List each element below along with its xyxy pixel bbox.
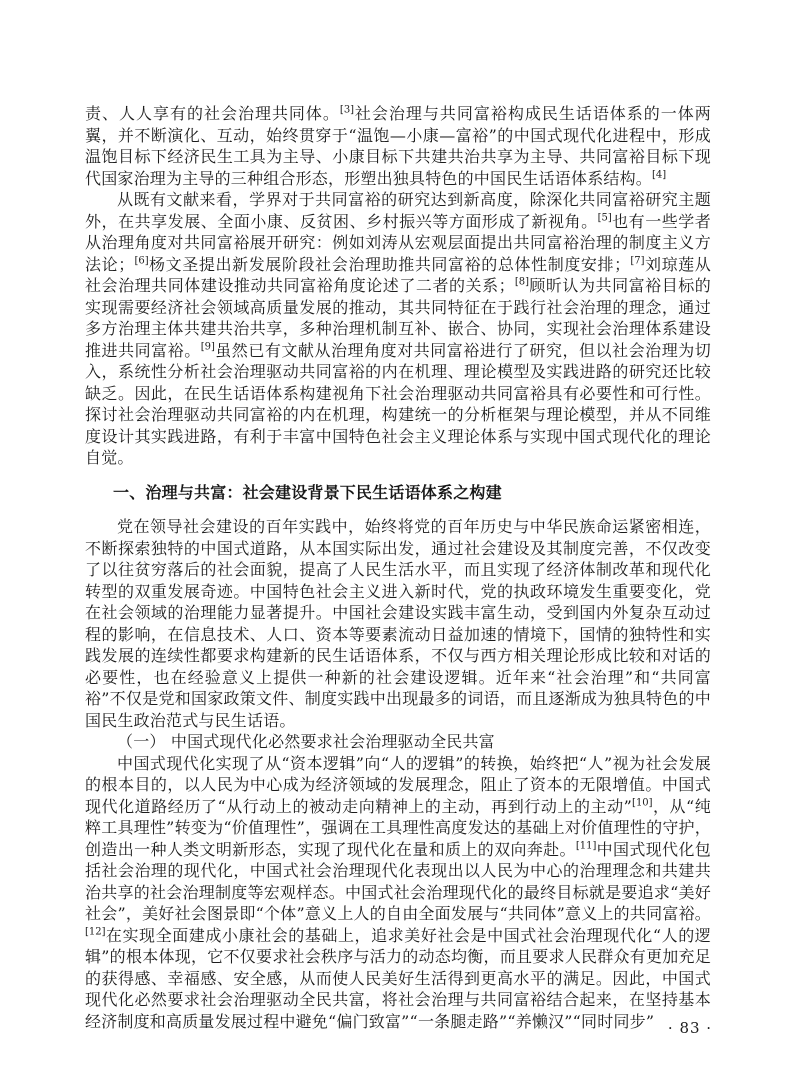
page-body [85,103,711,1032]
paragraph: 从既有文献来看，学界对于共同富裕的研究达到新高度，除深化共同富裕研究主题外，在共享发展、全面小康、反贫困、乡村振兴等方面形成了新视角。[5]也有一些学者从治理角度对共同富裕展开研究：例如刘涛从宏观层面提出共同富裕治理的制度主义方法论；[6]杨文圣提出新发展阶段社会治理助推共同富裕的总体性制度安排；[7]刘琼莲从社会治理共同体建设推动共同富裕角度论述了二者的关系；[8]顾昕认为共同富裕目标的实现需要经济社会领域高质量发展的推动，其共同特征在于践行社会治理的理念，通过多方治理主体共建共治共享，多种治理机制互补、嵌合、协同，实现社会治理体系建设推进共同富裕。[9]虽然已有文献从治理角度对共同富裕进行了研究，但以社会治理为切入，系统性分析社会治理驱动共同富裕的内在机理、理论模型及实践进路的研究还比较缺乏。因此，在民生话语体系构建视角下社会治理驱动共同富裕具有必要性和可行性。探讨社会治理驱动共同富裕的内在机理，构建统一的分析框架与理论模型，并从不同维度设计其实践进路，有利于丰富中国特色社会主义理论体系与实现中国式现代化的理论自觉。 [85,190,711,467]
paragraph: 责、人人享有的社会治理共同体。[3]社会治理与共同富裕构成民生话语体系的一体两翼，并不断演化、互动，始终贯穿于“温饱—小康—富裕”的中国式现代化进程中，形成温饱目标下经济民生工具为主导、小康目标下共建共治共享为主导、共同富裕目标下现代国家治理为主导的三种组合形态，形塑出独具特色的中国民生话语体系结构。[4] [85,104,711,188]
paragraph: 党在领导社会建设的百年实践中，始终将党的百年历史与中华民族命运紧密相连，不断探索独特的中国式道路，从本国实际出发，通过社会建设及其制度完善，不仅改变了以往贫穷落后的社会面貌，提高了人民生活水平，而且实现了经济体制改革和现代化转型的双重发展奇迹。中国特色社会主义进入新时代，党的执政环境发生重要变化，党在社会领域的治理能力显著提升。中国社会建设实践丰富生动，受到国内外复杂互动过程的影响，在信息技术、人口、资本等要素流动日益加速的情境下，国情的独特性和实践发展的连续性都要求构建新的民生话语体系，不仅与西方相关理论形成比较和对话的必要性，也在经验意义上提供一种新的社会建设逻辑。近年来“社会治理”和“共同富裕”不仅是党和国家政策文件、制度实践中出现最多的词语，而且逐渐成为独具特色的中国民生政治范式与民生话语。 [85,517,711,730]
citation-ref: [9] [200,341,215,353]
citation-ref: [12] [85,926,106,938]
section-heading: 一、治理与共富：社会建设背景下民生话语体系之构建 [113,482,502,502]
citation-ref: [3] [339,104,355,116]
page-number: · 83 · [667,1019,713,1037]
paragraph: 中国式现代化实现了从“资本逻辑”向“人的逻辑”的转换，始终把“人”视为社会发展的根本目的，以人民为中心成为经济领域的发展理念，阻止了资本的无限增值。中国式现代化道路经历了“从行动上的被动走向精神上的主动，再到行动上的主动”[10]，从“纯粹工具理性”转变为“价值理性”，强调在工具理性高度发达的基础上对价值理性的守护，创造出一种人类文明新形态，实现了现代化在量和质上的双向奔赴。[11]中国式现代化包括社会治理的现代化，中国式社会治理现代化表现出以人民为中心的治理理念和共建共治共享的社会治理制度等宏观样态。中国式社会治理现代化的最终目标就是要追求“美好社会”，美好社会图景即“个体”意义上人的自由全面发展与“共同体”意义上的共同富裕。[12]在实现全面建成小康社会的基础上，追求美好社会是中国式社会治理现代化“人的逻辑”的根本体现，它不仅要求社会秩序与活力的动态均衡，而且要求人民群众有更加充足的获得感、幸福感、安全感，从而使人民美好生活得到更高水平的满足。因此，中国式现代化必然要求社会治理驱动全民共富，将社会治理与共同富裕结合起来，在坚持基本经济制度和高质量发展过程中避免“偏门致富”“一条腿走路”“养懒汉”“同时同步” [85,753,711,1031]
citation-ref: [5] [597,212,612,224]
citation-ref: [6] [134,255,149,267]
citation-ref: [8] [514,276,529,288]
citation-ref: [10] [632,797,653,809]
citation-ref: [7] [630,255,645,267]
citation-ref: [11] [575,840,597,852]
citation-ref: [4] [652,169,667,181]
subsection-heading: （一） 中国式现代化必然要求社会治理驱动全民共富 [117,732,495,751]
